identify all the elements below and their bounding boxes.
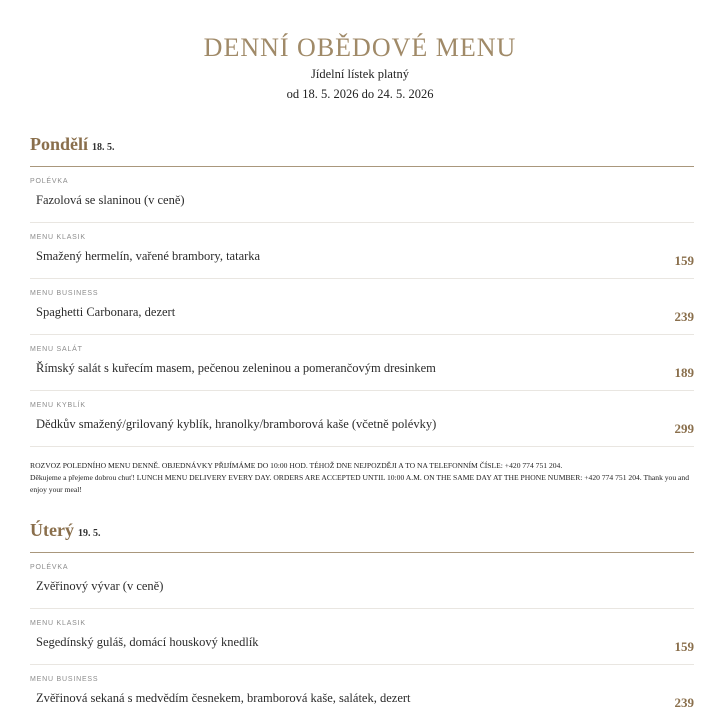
menu-item [30, 335, 694, 391]
item-name: Zvěřinová sekaná s medvědím česnekem, bramborová kaše, salátek, dezert [36, 691, 411, 705]
item-category: MENU KLASIK [30, 234, 86, 241]
item-price: 299 [674, 421, 694, 436]
item-name: Zvěřinový vývar (v ceně) [36, 579, 164, 593]
item-price: 239 [674, 309, 694, 324]
item-price: 239 [674, 695, 694, 710]
item-name: Dědkův smažený/grilovaný kyblík, hranolky/bramborová kaše (včetně polévky) [36, 417, 437, 431]
menu-item [30, 665, 694, 720]
item-price: 159 [674, 253, 694, 268]
item-category: MENU SALÁT [30, 346, 83, 353]
validity-label: Jídelní lístek platný [311, 67, 409, 81]
menu-item [30, 391, 694, 447]
validity-period [0, 64, 720, 104]
page-title: DENNÍ OBĚDOVÉ MENU [203, 33, 517, 63]
delivery-note-en: Děkujeme a přejeme dobrou chuť! LUNCH MENU DELIVERY EVERY DAY. ORDERS ARE ACCEPTED UNTIL 10:00 A.M. ON THE SAME DAY AT THE PHONE NUMBER: +420 774 751 204. Thank you and enjoy your meal! [30, 473, 690, 494]
item-name: Smažený hermelín, vařené brambory, tatarka [36, 249, 261, 263]
day-name: Pondělí [30, 134, 89, 154]
day-section-monday [30, 134, 694, 447]
day-header [30, 134, 694, 167]
menu-item [30, 167, 694, 223]
delivery-note-cz: ROZVOZ POLEDNÍHO MENU DENNĚ. OBJEDNÁVKY PŘIJÍMÁME DO 10:00 HOD. TÉHOŽ DNE NEJPOZDĚJI A TO NA TELEFONNÍM ČÍSLE: +420 774 751 204. [30, 461, 563, 470]
menu-item [30, 223, 694, 279]
validity-dates: od 18. 5. 2026 do 24. 5. 2026 [286, 87, 434, 101]
day-date: 19. 5. [77, 528, 101, 539]
item-price: 159 [674, 639, 694, 654]
day-header [30, 520, 694, 553]
item-category: MENU KLASIK [30, 620, 86, 627]
day-name: Úterý [30, 520, 74, 540]
menu-item [30, 279, 694, 335]
menu-item [30, 553, 694, 609]
item-category: MENU KYBLÍK [30, 402, 86, 409]
menu-item [30, 609, 694, 665]
item-category: POLÉVKA [30, 564, 69, 571]
item-name: Římský salát s kuřecím masem, pečenou zeleninou a pomerančovým dresinkem [36, 361, 436, 375]
item-name: Fazolová se slaninou (v ceně) [36, 193, 185, 207]
item-category: MENU BUSINESS [30, 290, 99, 297]
item-name: Spaghetti Carbonara, dezert [36, 305, 176, 319]
day-section-tuesday [30, 520, 694, 720]
item-price: 189 [674, 365, 694, 380]
item-name: Segedínský guláš, domácí houskový knedlík [36, 635, 259, 649]
day-date: 18. 5. [92, 142, 115, 153]
delivery-note [30, 460, 694, 496]
item-category: POLÉVKA [30, 178, 69, 185]
item-category: MENU BUSINESS [30, 676, 99, 683]
